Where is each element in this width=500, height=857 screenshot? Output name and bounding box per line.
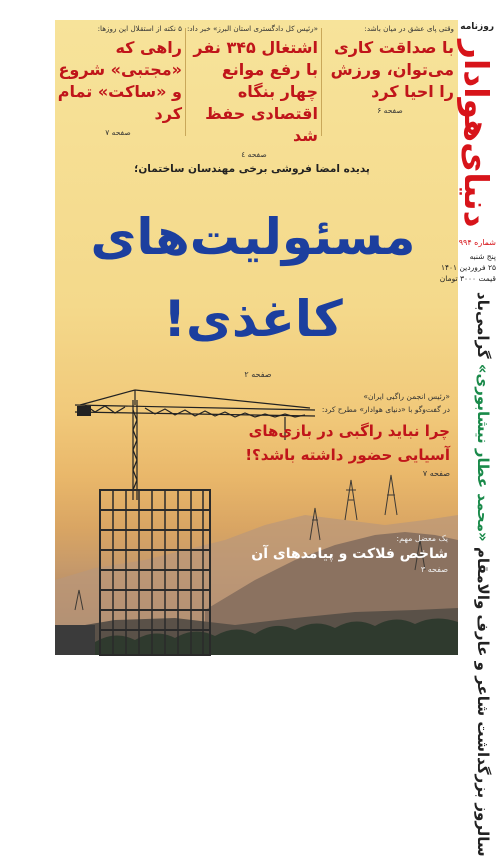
teaser-page: صفحه ۶: [377, 106, 403, 115]
teaser-kicker: «رئیس کل دادگستری استان البرز» خبر داد:: [186, 24, 318, 33]
teaser-headline: راهی که «مجتبی» شروع و «ساکت» تمام کرد: [57, 38, 182, 123]
issue-number: شماره ۹۹۴: [458, 238, 496, 247]
tribute-name: «محمد عطار نیشابوری»: [474, 363, 492, 542]
teaser-alborz-employment[interactable]: [186, 24, 318, 159]
teaser-headline: با صداقت کاری می‌توان، ورزش را احیا کرد: [330, 38, 454, 101]
teaser-headline: اشتغال ۳۴۵ نفر با رفع موانع چهار بنگاه اقتصادی حفظ شد: [193, 38, 318, 145]
teaser-sports-honesty[interactable]: [326, 24, 454, 142]
teaser-page: صفحه ٤: [241, 150, 267, 159]
issue-day: پنج شنبه: [469, 252, 496, 261]
teaser-esteghlal[interactable]: [54, 24, 182, 142]
story-kicker: یک معضل مهم:: [396, 534, 448, 543]
teaser-kicker: ۵ نکته از استقلال این روزها:: [97, 24, 182, 33]
column-divider: [321, 28, 322, 136]
story-rugby[interactable]: [215, 390, 450, 478]
masthead-daily-label: روزنامه: [460, 22, 494, 32]
issue-date: ۲۵ فروردین ۱۴۰۱: [440, 263, 496, 272]
masthead-logo: [456, 40, 496, 228]
story-page: صفحه ۷: [422, 469, 450, 478]
cover-photo: [55, 20, 458, 655]
masthead-title: دنیای‌هوادار: [457, 40, 496, 228]
attar-tribute: [460, 292, 496, 857]
issue-price: قیمت ۳۰۰۰ تومان: [439, 274, 496, 283]
column-divider: [185, 28, 186, 136]
story-headline: شاخص فلاکت و پیامدهای آن: [251, 546, 448, 562]
story-kicker-2: در گفت‌وگو با «دنیای هوادار» مطرح کرد:: [321, 405, 450, 414]
main-headline[interactable]: مسئولیت‌های کاغذی!: [90, 208, 416, 348]
main-kicker: پدیده امضا فروشی برخی مهندسان ساختمان؛: [134, 163, 370, 175]
teaser-kicker: وقتی پای عشق در میان باشد:: [364, 24, 454, 33]
main-page-ref: صفحه ۲: [244, 370, 272, 379]
teaser-page: صفحه ۷: [105, 128, 131, 137]
story-headline: چرا نباید راگبی در بازی‌های آسیایی حضور داشته باشد؟!: [245, 422, 450, 464]
tribute-pre: سالروز بزرگداشت شاعر و عارف والامقام: [474, 546, 492, 857]
story-page: صفحه ۳: [420, 565, 448, 574]
story-kicker: «رئیس انجمن راگبی ایران»: [363, 392, 450, 401]
tribute-post: گرامی‌باد: [474, 292, 492, 359]
story-misery-index[interactable]: [248, 534, 448, 574]
